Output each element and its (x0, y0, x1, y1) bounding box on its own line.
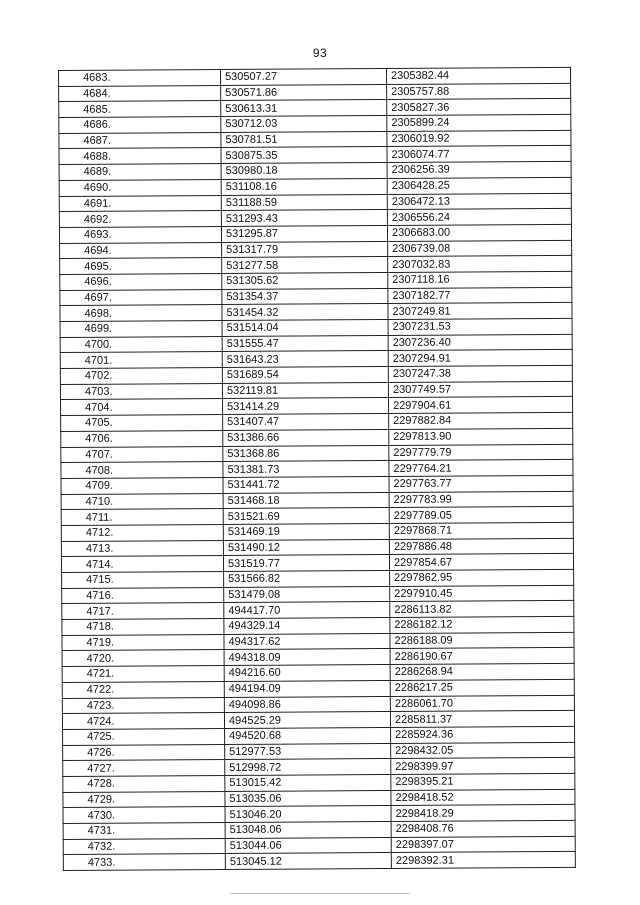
row-number-cell: 4720. (62, 650, 224, 667)
row-number-cell: 4684. (59, 85, 221, 102)
easting-cell: 531468.18 (223, 492, 389, 509)
easting-cell: 494317.62 (224, 633, 390, 650)
easting-cell: 494329.14 (224, 618, 390, 635)
row-number-cell: 4689. (59, 164, 221, 181)
northing-cell: 2286061.70 (390, 695, 574, 712)
easting-cell: 531381.73 (223, 461, 389, 478)
northing-cell: 2306256.39 (387, 161, 571, 178)
northing-cell: 2298418.52 (391, 789, 575, 806)
easting-cell: 530712.03 (221, 116, 387, 133)
row-number-cell: 4727. (63, 760, 225, 777)
easting-cell: 531354.37 (222, 288, 388, 305)
northing-cell: 2306472.13 (387, 193, 571, 210)
northing-cell: 2298432.05 (391, 742, 575, 759)
easting-cell: 513048.06 (225, 821, 391, 838)
row-number-cell: 4687. (59, 132, 221, 149)
row-number-cell: 4709. (61, 477, 223, 494)
easting-cell: 531386.66 (223, 429, 389, 446)
northing-cell: 2297783.99 (389, 491, 573, 508)
northing-cell: 2297779.79 (389, 444, 573, 461)
northing-cell: 2307249.81 (388, 303, 572, 320)
easting-cell: 531188.59 (221, 194, 387, 211)
row-number-cell: 4695. (60, 258, 222, 275)
northing-cell: 2297813.90 (389, 428, 573, 445)
northing-cell: 2298392.31 (391, 852, 575, 869)
easting-cell: 531305.62 (222, 272, 388, 289)
row-number-cell: 4701. (60, 352, 222, 369)
table-row (63, 852, 575, 871)
easting-cell: 531469.19 (223, 523, 389, 540)
easting-cell: 530980.18 (221, 163, 387, 180)
coordinates-table-body (59, 67, 576, 870)
easting-cell: 512977.53 (225, 743, 391, 760)
easting-cell: 531407.47 (223, 414, 389, 431)
northing-cell: 2306074.77 (387, 146, 571, 163)
northing-cell: 2286188.09 (390, 632, 574, 649)
northing-cell: 2298399.97 (391, 758, 575, 775)
row-number-cell: 4700. (60, 336, 222, 353)
row-number-cell: 4683. (59, 70, 221, 87)
row-number-cell: 4697. (60, 289, 222, 306)
easting-cell: 531519.77 (223, 555, 389, 572)
easting-cell: 513046.20 (225, 806, 391, 823)
row-number-cell: 4690. (59, 179, 221, 196)
page-number: 93 (312, 46, 328, 60)
row-number-cell: 4685. (59, 101, 221, 118)
northing-cell: 2298397.07 (391, 836, 575, 853)
northing-cell: 2297764.21 (389, 460, 573, 477)
row-number-cell: 4691. (59, 195, 221, 212)
row-number-cell: 4725. (63, 728, 225, 745)
row-number-cell: 4702. (60, 368, 222, 385)
northing-cell: 2286217.25 (390, 679, 574, 696)
northing-cell: 2297904.61 (389, 397, 573, 414)
easting-cell: 530781.51 (221, 131, 387, 148)
row-number-cell: 4686. (59, 117, 221, 134)
row-number-cell: 4717. (62, 603, 224, 620)
northing-cell: 2305827.36 (387, 99, 571, 116)
row-number-cell: 4728. (63, 775, 225, 792)
row-number-cell: 4705. (61, 415, 223, 432)
northing-cell: 2298408.76 (391, 820, 575, 837)
row-number-cell: 4718. (62, 619, 224, 636)
northing-cell: 2306019.92 (387, 130, 571, 147)
easting-cell: 531555.47 (222, 335, 388, 352)
coordinates-table-container (58, 67, 575, 871)
row-number-cell: 4730. (63, 807, 225, 824)
row-number-cell: 4704. (61, 399, 223, 416)
northing-cell: 2285924.36 (391, 726, 575, 743)
easting-cell: 531454.32 (222, 304, 388, 321)
easting-cell: 531317.79 (222, 241, 388, 258)
easting-cell: 494098.86 (224, 696, 390, 713)
row-number-cell: 4699. (60, 321, 222, 338)
easting-cell: 494318.09 (224, 649, 390, 666)
easting-cell: 513044.06 (225, 837, 391, 854)
northing-cell: 2286268.94 (390, 663, 574, 680)
easting-cell: 531689.54 (222, 367, 388, 384)
northing-cell: 2307749.57 (388, 381, 572, 398)
northing-cell: 2307182.77 (388, 287, 572, 304)
row-number-cell: 4711. (61, 509, 223, 526)
row-number-cell: 4721. (62, 666, 224, 683)
northing-cell: 2305382.44 (386, 67, 570, 84)
northing-cell: 2307294.91 (388, 350, 572, 367)
northing-cell: 2297854.67 (389, 554, 573, 571)
easting-cell: 531414.29 (223, 398, 389, 415)
northing-cell: 2286190.67 (390, 648, 574, 665)
northing-cell: 2305899.24 (387, 114, 571, 131)
row-number-cell: 4722. (62, 681, 224, 698)
northing-cell: 2298418.29 (391, 805, 575, 822)
northing-cell: 2306739.08 (388, 240, 572, 257)
easting-cell: 530875.35 (221, 147, 387, 164)
row-number-cell: 4715. (62, 571, 224, 588)
row-number-cell: 4693. (59, 226, 221, 243)
easting-cell: 531108.16 (221, 178, 387, 195)
row-number-cell: 4716. (62, 587, 224, 604)
easting-cell: 531521.69 (223, 508, 389, 525)
northing-cell: 2307118.16 (388, 271, 572, 288)
row-number-cell: 4726. (63, 744, 225, 761)
easting-cell: 531643.23 (222, 351, 388, 368)
northing-cell: 2297882.84 (389, 412, 573, 429)
northing-cell: 2306428.25 (387, 177, 571, 194)
easting-cell: 494525.29 (224, 712, 390, 729)
northing-cell: 2305757.88 (387, 83, 571, 100)
easting-cell: 531277.58 (222, 257, 388, 274)
easting-cell: 494417.70 (224, 602, 390, 619)
northing-cell: 2307032.83 (388, 256, 572, 273)
northing-cell: 2297862.95 (390, 569, 574, 586)
page-divider (230, 893, 410, 894)
northing-cell: 2297886.48 (389, 538, 573, 555)
northing-cell: 2307236.40 (388, 334, 572, 351)
northing-cell: 2297763.77 (389, 475, 573, 492)
easting-cell: 512998.72 (225, 759, 391, 776)
northing-cell: 2286113.82 (390, 601, 574, 618)
easting-cell: 531490.12 (223, 539, 389, 556)
row-number-cell: 4707. (61, 446, 223, 463)
row-number-cell: 4706. (61, 430, 223, 447)
coordinates-table (58, 67, 576, 871)
northing-cell: 2306683.00 (387, 224, 571, 241)
row-number-cell: 4732. (63, 838, 225, 855)
row-number-cell: 4688. (59, 148, 221, 165)
easting-cell: 530613.31 (221, 100, 387, 117)
row-number-cell: 4694. (60, 242, 222, 259)
row-number-cell: 4724. (62, 713, 224, 730)
row-number-cell: 4719. (62, 634, 224, 651)
row-number-cell: 4703. (60, 383, 222, 400)
northing-cell: 2306556.24 (387, 209, 571, 226)
easting-cell: 530507.27 (221, 68, 387, 85)
easting-cell: 513035.06 (225, 790, 391, 807)
easting-cell: 494216.60 (224, 665, 390, 682)
row-number-cell: 4733. (63, 854, 225, 871)
row-number-cell: 4710. (61, 493, 223, 510)
easting-cell: 531479.08 (224, 586, 390, 603)
row-number-cell: 4692. (59, 211, 221, 228)
easting-cell: 531514.04 (222, 319, 388, 336)
easting-cell: 494520.68 (225, 727, 391, 744)
northing-cell: 2286182.12 (390, 616, 574, 633)
easting-cell: 531295.87 (221, 225, 387, 242)
northing-cell: 2297789.05 (389, 507, 573, 524)
row-number-cell: 4708. (61, 462, 223, 479)
northing-cell: 2307247.38 (388, 365, 572, 382)
easting-cell: 531566.82 (224, 570, 390, 587)
northing-cell: 2285811.37 (390, 711, 574, 728)
row-number-cell: 4696. (60, 273, 222, 290)
row-number-cell: 4729. (63, 791, 225, 808)
easting-cell: 531368.86 (223, 445, 389, 462)
northing-cell: 2298395.21 (391, 773, 575, 790)
northing-cell: 2297910.45 (390, 585, 574, 602)
easting-cell: 513015.42 (225, 774, 391, 791)
row-number-cell: 4698. (60, 305, 222, 322)
row-number-cell: 4731. (63, 822, 225, 839)
easting-cell: 513045.12 (225, 853, 391, 870)
northing-cell: 2307231.53 (388, 318, 572, 335)
northing-cell: 2297868.71 (389, 522, 573, 539)
easting-cell: 494194.09 (224, 680, 390, 697)
easting-cell: 531293.43 (221, 210, 387, 227)
row-number-cell: 4714. (61, 556, 223, 573)
easting-cell: 530571.86 (221, 84, 387, 101)
row-number-cell: 4712. (61, 524, 223, 541)
row-number-cell: 4713. (61, 540, 223, 557)
row-number-cell: 4723. (62, 697, 224, 714)
easting-cell: 531441.72 (223, 476, 389, 493)
easting-cell: 532119.81 (222, 382, 388, 399)
